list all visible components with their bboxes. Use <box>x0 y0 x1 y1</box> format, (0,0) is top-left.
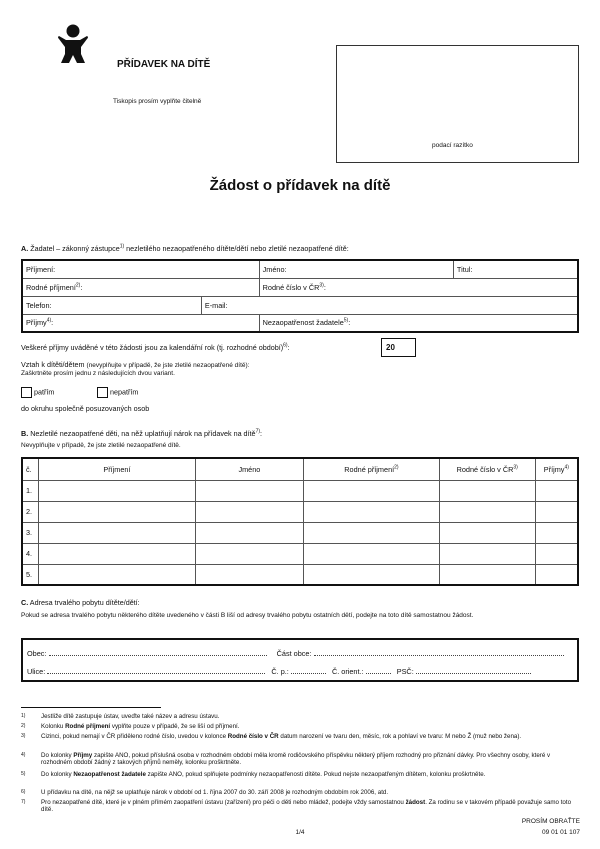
col-header: Příjmení <box>39 458 195 480</box>
cell[interactable] <box>439 501 535 522</box>
col-header: Rodné číslo v ČR$^{3)}$ <box>439 458 535 480</box>
row-number: 1. <box>22 480 39 501</box>
municipality-input[interactable] <box>49 648 267 656</box>
col-header: Rodné příjmení$^{2)}$ <box>304 458 440 480</box>
cell[interactable] <box>39 564 195 585</box>
municipality-part-input[interactable] <box>314 648 564 656</box>
cell[interactable] <box>535 543 578 564</box>
children-table <box>21 457 579 586</box>
municipality-label: Obec: <box>27 649 47 658</box>
relation-instruction: Zaškrtněte prosím jednu z následujících dvou variant. <box>21 370 175 377</box>
zip-input[interactable] <box>416 666 531 674</box>
section-c-note: Pokud se adresa trvalého pobytu některého dítěte uvedeného v části B liší od adresy trvalého pobytu ostatních dětí, podejte na toto dítě samostatnou žádost. <box>21 612 474 619</box>
cell[interactable] <box>304 522 440 543</box>
cell[interactable] <box>39 501 195 522</box>
municipality-part-label: Část obce: <box>276 649 312 658</box>
cell[interactable] <box>304 543 440 564</box>
cell[interactable] <box>535 501 578 522</box>
applicant-table <box>21 259 579 333</box>
stamp-label: podací razítko <box>432 142 473 149</box>
cell[interactable] <box>195 564 303 585</box>
cell[interactable] <box>39 543 195 564</box>
email-field[interactable]: E-mail: <box>201 296 578 314</box>
section-c-heading: C. Adresa trvalého pobytu dítěte/dětí: <box>21 598 140 607</box>
row-number: 5. <box>22 564 39 585</box>
cell[interactable] <box>439 522 535 543</box>
cell[interactable] <box>304 501 440 522</box>
option-not-belong[interactable]: nepatřím <box>97 387 138 398</box>
table-row <box>22 480 578 501</box>
income-field[interactable]: Příjmy$^{4)}$: <box>22 314 259 332</box>
address-box <box>21 638 579 682</box>
table-row <box>22 522 578 543</box>
orient-no-label: Č. orient.: <box>331 667 364 676</box>
not-belong-checkbox[interactable] <box>97 387 108 398</box>
house-no-label: Č. p.: <box>271 667 289 676</box>
orient-no-input[interactable] <box>366 666 391 674</box>
unprovided-field[interactable]: Nezaopatřenost žadatele$^{5)}$: <box>259 314 578 332</box>
surname-field[interactable]: Příjmení: <box>22 260 259 278</box>
birth-number-field[interactable]: Rodné číslo v ČR$^{3)}$: <box>259 278 578 296</box>
section-a-heading: A. Žadatel – zákonný zástupce$^{1)}$ nezletilého nezaopatřeného dítěte/dětí nebo zletilé nezaopatřené dítě: <box>21 243 349 253</box>
cell[interactable] <box>535 480 578 501</box>
street-input[interactable] <box>47 666 265 674</box>
cell[interactable] <box>39 522 195 543</box>
cell[interactable] <box>304 564 440 585</box>
row-number: 4. <box>22 543 39 564</box>
section-b-heading: B. Nezletilé nezaopatřené děti, na něž uplatňují nárok na přídavek na dítě$^{7)}$: <box>21 428 263 438</box>
row-number: 2. <box>22 501 39 522</box>
page-number: 1/4 <box>295 829 305 836</box>
title-field[interactable]: Titul: <box>453 260 578 278</box>
income-year-input[interactable]: 20 <box>381 338 416 357</box>
form-title: PŘÍDAVEK NA DÍTĚ <box>117 59 211 70</box>
children-table-header <box>22 458 578 480</box>
option-belong[interactable]: patřím <box>21 387 54 398</box>
zip-label: PSČ: <box>396 667 414 676</box>
cell[interactable] <box>304 480 440 501</box>
col-header: Příjmy$^{4)}$ <box>535 458 578 480</box>
footnote-separator <box>21 707 161 708</box>
person-logo-icon <box>56 24 90 64</box>
relation-label: Vztah k dítěti/dětem (nevyplňujte v případě, že jste zletilé nezaopatřené dítě): <box>21 360 250 369</box>
cell[interactable] <box>39 480 195 501</box>
form-code: 09 01 01 107 <box>542 829 580 836</box>
row-number: 3. <box>22 522 39 543</box>
group-text: do okruhu společně posuzovaných osob <box>21 404 150 413</box>
cell[interactable] <box>439 564 535 585</box>
col-header: č. <box>22 458 39 480</box>
cell[interactable] <box>195 480 303 501</box>
section-b-note: Nevyplňujte v případě, že jste zletilé nezaopatřené dítě. <box>21 442 181 449</box>
name-field[interactable]: Jméno: <box>259 260 453 278</box>
table-row <box>22 543 578 564</box>
col-header: Jméno <box>195 458 303 480</box>
income-year-text: Veškeré příjmy uváděné v této žádosti jsou za kalendářní rok (tj. rozhodné období)$^{6)}$: <box>21 342 290 352</box>
table-row <box>22 564 578 585</box>
cell[interactable] <box>535 564 578 585</box>
please-turn: PROSÍM OBRAŤTE <box>521 818 580 825</box>
cell[interactable] <box>195 501 303 522</box>
cell[interactable] <box>439 480 535 501</box>
table-row <box>22 501 578 522</box>
phone-field[interactable]: Telefon: <box>22 296 201 314</box>
cell[interactable] <box>535 522 578 543</box>
page-title: Žádost o přídavek na dítě <box>209 177 391 194</box>
birth-surname-field[interactable]: Rodné příjmení$^{2)}$: <box>22 278 259 296</box>
cell[interactable] <box>195 522 303 543</box>
cell[interactable] <box>439 543 535 564</box>
cell[interactable] <box>195 543 303 564</box>
belong-checkbox[interactable] <box>21 387 32 398</box>
fill-note: Tiskopis prosím vyplňte čitelně <box>113 98 202 105</box>
house-no-input[interactable] <box>291 666 326 674</box>
street-label: Ulice: <box>27 667 46 676</box>
